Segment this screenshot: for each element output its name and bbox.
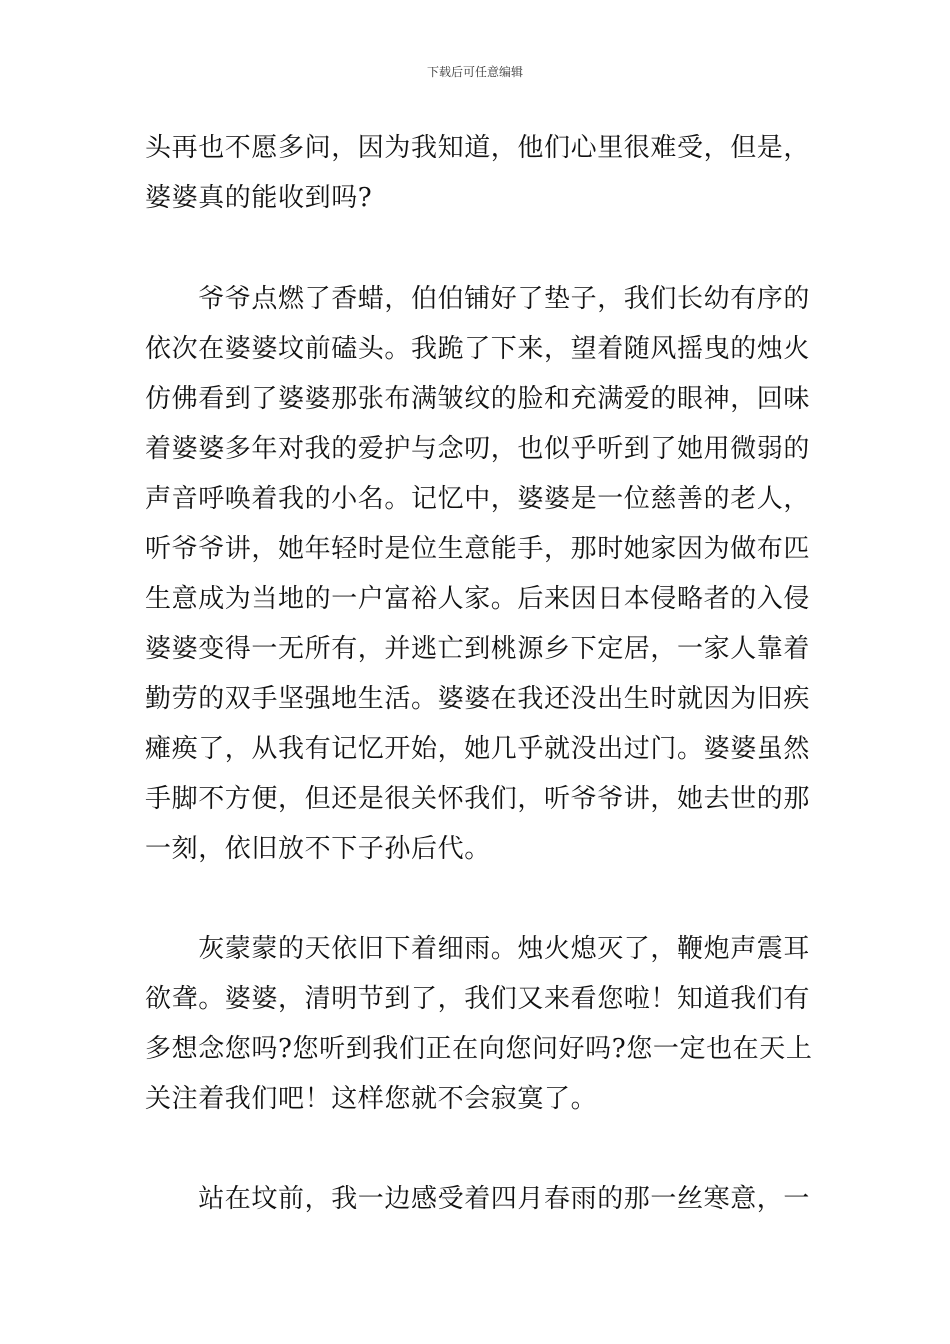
body-line: 婆婆真的能收到吗? bbox=[145, 183, 373, 213]
body-line: 婆婆变得一无所有，并逃亡到桃源乡下定居，一家人靠着 bbox=[145, 634, 811, 664]
page-header: 下载后可任意编辑 bbox=[426, 65, 523, 79]
body-line: 生意成为当地的一户富裕人家。后来因日本侵略者的入侵 bbox=[145, 584, 811, 614]
body-line: 手脚不方便，但还是很关怀我们，听爷爷讲，她去世的那 bbox=[145, 784, 811, 814]
body-line: 听爷爷讲，她年轻时是位生意能手，那时她家因为做布匹 bbox=[145, 534, 811, 564]
body-line: 瘫痪了，从我有记忆开始，她几乎就没出过门。婆婆虽然 bbox=[145, 734, 811, 764]
body-line: 勤劳的双手坚强地生活。婆婆在我还没出生时就因为旧疾 bbox=[145, 684, 811, 714]
body-line: 仿佛看到了婆婆那张布满皱纹的脸和充满爱的眼神，回味 bbox=[145, 384, 811, 414]
body-line: 站在坟前，我一边感受着四月春雨的那一丝寒意，一 bbox=[145, 1184, 811, 1214]
body-line: 爷爷点燃了香蜡，伯伯铺好了垫子，我们长幼有序的 bbox=[145, 284, 811, 314]
body-line: 一刻，依旧放不下子孙后代。 bbox=[145, 834, 491, 864]
body-line: 灰蒙蒙的天依旧下着细雨。烛火熄灭了，鞭炮声震耳 bbox=[145, 934, 811, 964]
body-line: 头再也不愿多问，因为我知道，他们心里很难受，但是， bbox=[145, 133, 811, 163]
body-line: 多想念您吗?您听到我们正在向您问好吗?您一定也在天上 bbox=[145, 1034, 813, 1064]
body-line: 依次在婆婆坟前磕头。我跪了下来，望着随风摇曳的烛火 bbox=[145, 334, 811, 364]
body-line: 声音呼唤着我的小名。记忆中，婆婆是一位慈善的老人， bbox=[145, 484, 811, 514]
body-line: 着婆婆多年对我的爱护与念叨，也似乎听到了她用微弱的 bbox=[145, 434, 811, 464]
body-line: 欲聋。婆婆，清明节到了，我们又来看您啦！知道我们有 bbox=[145, 984, 811, 1014]
body-line: 关注着我们吧！这样您就不会寂寞了。 bbox=[145, 1084, 598, 1114]
